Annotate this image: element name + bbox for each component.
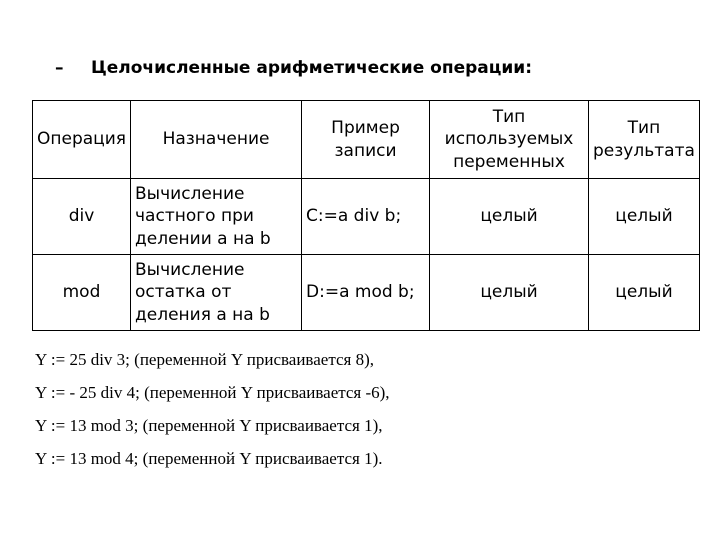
header-variable-type: Тип используемых переменных bbox=[430, 101, 589, 179]
example-line: Y := 13 mod 4; (переменной Y присваивается 1). bbox=[35, 449, 383, 468]
cell-purpose: Вычисление остатка от деления a на b bbox=[131, 255, 302, 331]
cell-operation: div bbox=[33, 179, 131, 255]
cell-example: C:=a div b; bbox=[302, 179, 430, 255]
cell-operation: mod bbox=[33, 255, 131, 331]
cell-example: D:=a mod b; bbox=[302, 255, 430, 331]
page-heading bbox=[55, 58, 532, 78]
table-row bbox=[33, 179, 700, 255]
operations-table bbox=[32, 100, 700, 331]
cell-variable-type: целый bbox=[430, 179, 589, 255]
cell-result-type: целый bbox=[589, 179, 700, 255]
cell-purpose: Вычисление частного при делении a на b bbox=[131, 179, 302, 255]
header-operation: Операция bbox=[33, 101, 131, 179]
example-line: Y := 13 mod 3; (переменной Y присваивается 1), bbox=[35, 416, 383, 435]
cell-result-type: целый bbox=[589, 255, 700, 331]
example-line: Y := - 25 div 4; (переменной Y присваивается -6), bbox=[35, 383, 390, 402]
heading-title: Целочисленные арифметические операции: bbox=[91, 58, 532, 78]
cell-variable-type: целый bbox=[430, 255, 589, 331]
table-row bbox=[33, 255, 700, 331]
header-result-type: Тип результата bbox=[589, 101, 700, 179]
bullet-dash: – bbox=[55, 58, 64, 78]
example-line: Y := 25 div 3; (переменной Y присваивается 8), bbox=[35, 350, 374, 369]
examples-list bbox=[35, 349, 390, 481]
header-example: Пример записи bbox=[302, 101, 430, 179]
table-header-row bbox=[33, 101, 700, 179]
header-purpose: Назначение bbox=[131, 101, 302, 179]
